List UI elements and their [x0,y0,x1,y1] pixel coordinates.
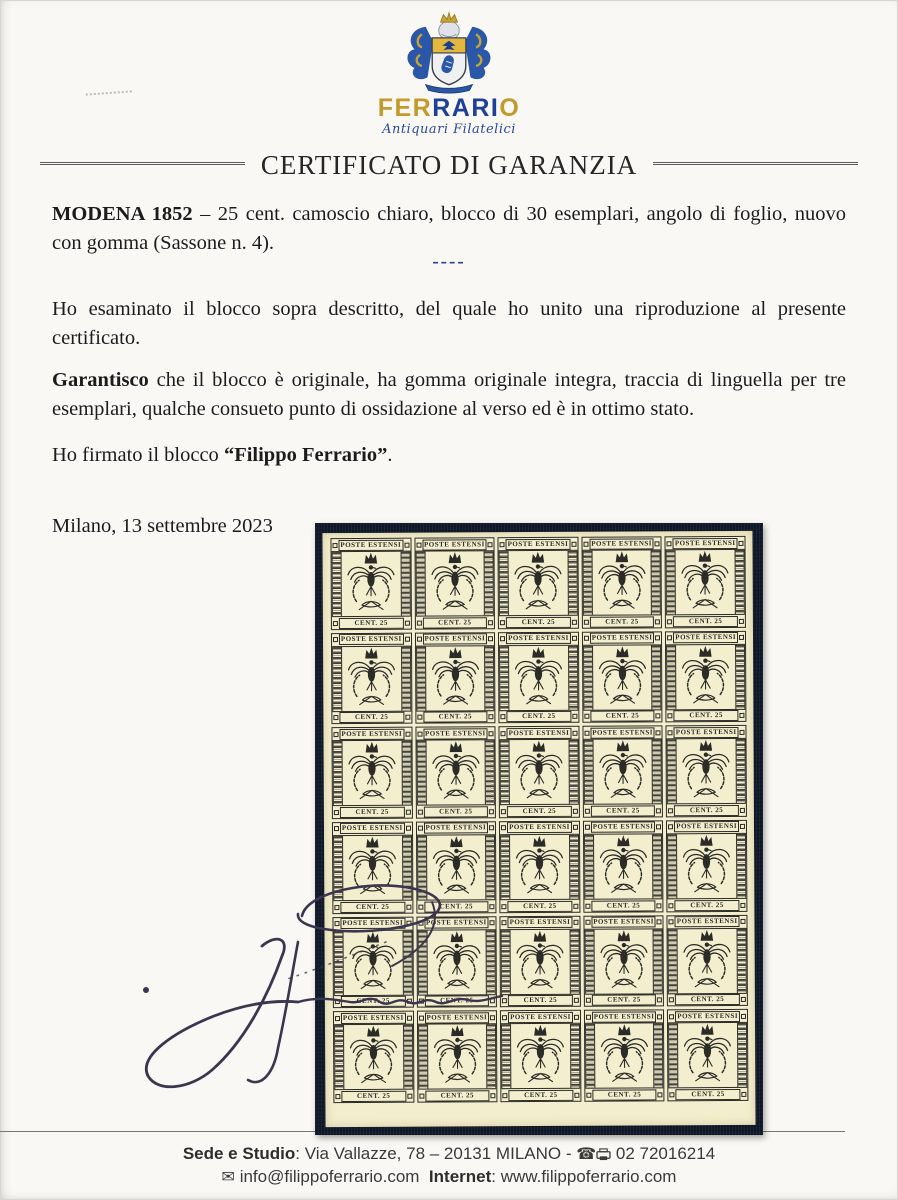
envelope-icon: ✉ [221,1167,235,1186]
stamp [665,631,746,723]
stamp-top-label: POSTE ESTENSI [334,1012,413,1025]
stamp-border-ornament [486,930,496,994]
stamp-border-ornament [666,645,676,709]
stamp-border-ornament [667,740,677,804]
brand-wordmark: FERRARIO [377,94,521,122]
stamp-border-ornament [583,645,593,709]
stamp-value-label: CENT. 25 [668,993,747,1006]
logo-block [0,10,898,137]
stamp-border-ornament [418,1025,428,1089]
stamp-top-label: POSTE ESTENSI [415,538,494,551]
eagle-crown-emblem [343,836,402,900]
stamp-value-label: CENT. 25 [502,1088,581,1101]
stamp [584,1010,665,1102]
stamp-value-label: CENT. 25 [332,710,411,723]
stamp-top-label: POSTE ESTENSI [501,1011,580,1024]
stamp-border-ornament [668,929,678,993]
stamp-border-ornament [484,646,494,710]
stamp-border-ornament [401,741,411,805]
stamp-border-ornament [417,930,427,994]
stamp-top-label: POSTE ESTENSI [333,917,412,930]
stamp-border-ornament [332,647,342,711]
stamp-top-label: POSTE ESTENSI [583,727,662,740]
stamp-top-label: POSTE ESTENSI [416,728,495,741]
stamp-border-ornament [584,929,594,993]
stamp-border-ornament [332,552,342,616]
stamp-border-ornament [735,550,745,614]
eagle-crown-emblem [342,552,401,616]
stamp-value-label: CENT. 25 [416,710,495,723]
stamp-value-label: CENT. 25 [334,1089,413,1102]
eagle-crown-emblem [676,550,735,614]
eagle-crown-emblem [509,646,568,710]
footer-address-line: Sede e Studio: Via Vallazze, 78 – 20131 MILANO - ☎ 02 72016214 [182,1144,716,1163]
stamp [498,631,579,723]
stamp-border-ornament [737,1023,747,1087]
stamp-value-label: CENT. 25 [333,805,412,818]
stamp-border-ornament [569,835,579,899]
stamp-border-ornament [485,835,495,899]
stamp-value-label: CENT. 25 [667,803,746,816]
stamp-value-label: CENT. 25 [585,1088,664,1101]
stamp [416,916,497,1008]
eagle-crown-emblem [511,929,570,993]
eagle-crown-emblem [678,929,737,993]
stamp-value-label: CENT. 25 [416,805,495,818]
eagle-crown-emblem [427,835,486,899]
stamp-border-ornament [415,552,425,616]
stamp [582,726,663,818]
stamp [581,536,662,628]
stamp [415,727,496,819]
stamp-top-label: POSTE ESTENSI [416,633,495,646]
stamp-top-label: POSTE ESTENSI [501,916,580,929]
stamp-border-ornament [401,646,411,710]
stamp-border-ornament [568,645,578,709]
footer-contact-line: ✉ info@filippoferrario.com Internet: www.filippoferrario.com [221,1167,677,1186]
stamp-value-label: CENT. 25 [500,804,579,817]
stamp [330,538,411,630]
brand-tagline: Antiquari Filatelici [382,122,516,137]
stamp-value-label: CENT. 25 [333,900,412,913]
stamp-border-ornament [651,550,661,614]
stamp-border-ornament [499,551,509,615]
stamp-top-label: POSTE ESTENSI [332,728,411,741]
stamp [500,915,581,1007]
eagle-crown-emblem [426,741,485,805]
stamp-border-ornament [570,1024,580,1088]
stamp-border-ornament [403,1025,413,1089]
stamp-border-ornament [402,836,412,900]
stamp [415,632,496,724]
eagle-crown-emblem [595,1024,654,1088]
stamp-value-label: CENT. 25 [334,994,413,1007]
stamp-top-label: POSTE ESTENSI [585,1011,664,1024]
stamp-top-label: POSTE ESTENSI [499,632,578,645]
footer [0,1142,898,1188]
stamp-border-ornament [583,740,593,804]
eagle-crown-emblem [343,741,402,805]
stamp [331,727,412,819]
stamp-border-ornament [567,551,577,615]
ferrario-crest-icon [395,10,503,94]
stamp-top-label: POSTE ESTENSI [332,633,411,646]
lot-title: MODENA 1852 [52,203,193,225]
stamp-border-ornament [333,741,343,805]
stamp-border-ornament [485,741,495,805]
stamp-border-ornament [568,740,578,804]
stamp [666,820,747,912]
stamp-border-ornament [417,836,427,900]
stamp-value-label: CENT. 25 [500,710,579,723]
fax-icon [596,1148,611,1161]
stamp-top-label: POSTE ESTENSI [333,823,412,836]
eagle-crown-emblem [427,930,486,994]
stamp-value-label: CENT. 25 [332,616,411,629]
stamp-value-label: CENT. 25 [417,994,496,1007]
stamp-border-ornament [400,552,410,616]
stamp-top-label: POSTE ESTENSI [418,1012,497,1025]
stamp [583,820,664,912]
eagle-crown-emblem [594,929,653,993]
eagle-crown-emblem [344,1025,403,1089]
website-url: : www.filippoferrario.com [491,1167,677,1186]
stamp [416,821,497,913]
stamp-border-ornament [653,929,663,993]
stamp-top-label: POSTE ESTENSI [667,821,746,834]
guarantee-paragraph: Garantisco che il blocco è originale, ha gomma originale integra, traccia di linguella per tre esemplari, qualche consueto punto di ossidazione al verso ed è in ottimo stato. [52,369,846,420]
stamp-top-label: POSTE ESTENSI [584,821,663,834]
description-paragraph: MODENA 1852 – 25 cent. camoscio chiaro, blocco di 30 esemplari, angolo di foglio, nuovo con gomma (Sassone n. 4). [52,203,847,254]
stamp-border-ornament [402,930,412,994]
phone-number: 02 72016214 [615,1144,716,1163]
eagle-crown-emblem [510,740,569,804]
stamp-border-ornament [736,834,746,898]
stamp-top-label: POSTE ESTENSI [668,1010,747,1023]
eagle-crown-emblem [509,551,568,615]
stamp-border-ornament [668,1024,678,1088]
stamp-border-ornament [333,836,343,900]
stamp [499,821,580,913]
stamp-border-ornament [653,1024,663,1088]
stamp-top-label: POSTE ESTENSI [583,632,662,645]
eagle-crown-emblem [593,740,652,804]
stamp [667,1009,748,1101]
stamp-top-label: POSTE ESTENSI [499,538,578,551]
eagle-crown-emblem [425,551,484,615]
examination-paragraph: Ho esaminato il blocco sopra descritto, del quale ho unito una riproduzione al presente certificato. [52,298,846,349]
stamp [498,537,579,629]
eagle-crown-emblem [426,646,485,710]
stamp-border-ornament [652,740,662,804]
place-date-line: Milano, 13 settembre 2023 [52,515,273,537]
telephone-icon: ☎ [576,1144,597,1163]
stamp-value-label: CENT. 25 [501,994,580,1007]
stamp-border-ornament [334,1025,344,1089]
stamp-top-label: POSTE ESTENSI [417,822,496,835]
eagle-crown-emblem [344,930,403,994]
title-rule-left [40,162,245,169]
stamp-value-label: CENT. 25 [584,804,663,817]
stamp-border-ornament [736,739,746,803]
stamp-value-label: CENT. 25 [415,615,494,628]
page-title: CERTIFICATO DI GARANZIA [260,150,638,180]
stamp [667,915,748,1007]
stamp-top-label: POSTE ESTENSI [500,822,579,835]
stamp [666,725,747,817]
stamp-top-label: POSTE ESTENSI [667,726,746,739]
stamp-top-label: POSTE ESTENSI [584,916,663,929]
eagle-crown-emblem [677,739,736,803]
stamp [665,536,746,628]
stamp-border-ornament [500,740,510,804]
stamp [500,1010,581,1102]
stamp-border-ornament [651,645,661,709]
eagle-crown-emblem [593,645,652,709]
stamp-border-ornament [501,1024,511,1088]
stamp-top-label: POSTE ESTENSI [582,537,661,550]
eagle-crown-emblem [594,834,653,898]
eagle-crown-emblem [592,550,651,614]
stamp-border-ornament [652,834,662,898]
stamp-block-photo [315,523,763,1135]
stamp [582,631,663,723]
stamp-value-label: CENT. 25 [499,615,578,628]
stamp-border-ornament [334,931,344,995]
email-address: info@filippoferrario.com [239,1167,420,1186]
stamp-value-label: CENT. 25 [584,898,663,911]
stamp-border-ornament [501,930,511,994]
stamp-top-label: POSTE ESTENSI [668,916,747,929]
stamp-value-label: CENT. 25 [418,1089,497,1102]
stamp [414,537,495,629]
eagle-crown-emblem [511,1024,570,1088]
stamp-border-ornament [666,550,676,614]
stamp-border-ornament [667,834,677,898]
stamp-border-ornament [582,551,592,615]
stamp-value-label: CENT. 25 [417,899,496,912]
eagle-crown-emblem [342,646,401,710]
eagle-crown-emblem [510,835,569,899]
stamp [332,916,413,1008]
stamp-top-label: POSTE ESTENSI [417,917,496,930]
stamp-border-ornament [735,645,745,709]
title-rule-right [653,162,858,169]
stamp-value-label: CENT. 25 [583,709,662,722]
stamp-top-label: POSTE ESTENSI [666,537,745,550]
eagle-crown-emblem [678,1023,737,1087]
stamp-value-label: CENT. 25 [585,993,664,1006]
eagle-crown-emblem [676,645,735,709]
stamp [417,1011,498,1103]
stamp [499,726,580,818]
separator-dashes: ---- [432,251,466,272]
stamp-border-ornament [569,929,579,993]
stamp [332,822,413,914]
stamp-sheet [322,531,755,1127]
stamp-value-label: CENT. 25 [583,614,662,627]
stamp-border-ornament [416,741,426,805]
eagle-crown-emblem [428,1025,487,1089]
stamp-top-label: POSTE ESTENSI [331,539,410,552]
stamp-border-ornament [499,646,509,710]
stamp-value-label: CENT. 25 [667,709,746,722]
stamp-top-label: POSTE ESTENSI [666,632,745,645]
signing-paragraph: Ho firmato il blocco “Filippo Ferrario”. [52,444,393,466]
stamp-border-ornament [584,835,594,899]
stamp-value-label: CENT. 25 [669,1087,748,1100]
stamp-border-ornament [585,1024,595,1088]
stamp [331,632,412,724]
stamp-border-ornament [500,835,510,899]
stamp-border-ornament [486,1025,496,1089]
stamp-value-label: CENT. 25 [668,898,747,911]
stamp [583,915,664,1007]
certificate-title-row [40,150,858,181]
eagle-crown-emblem [677,834,736,898]
stamp-value-label: CENT. 25 [666,614,745,627]
stamp [333,1011,414,1103]
stamp-value-label: CENT. 25 [501,899,580,912]
stamp-top-label: POSTE ESTENSI [500,727,579,740]
stamp-border-ornament [416,646,426,710]
stamp-border-ornament [737,929,747,993]
stamp-border-ornament [484,551,494,615]
